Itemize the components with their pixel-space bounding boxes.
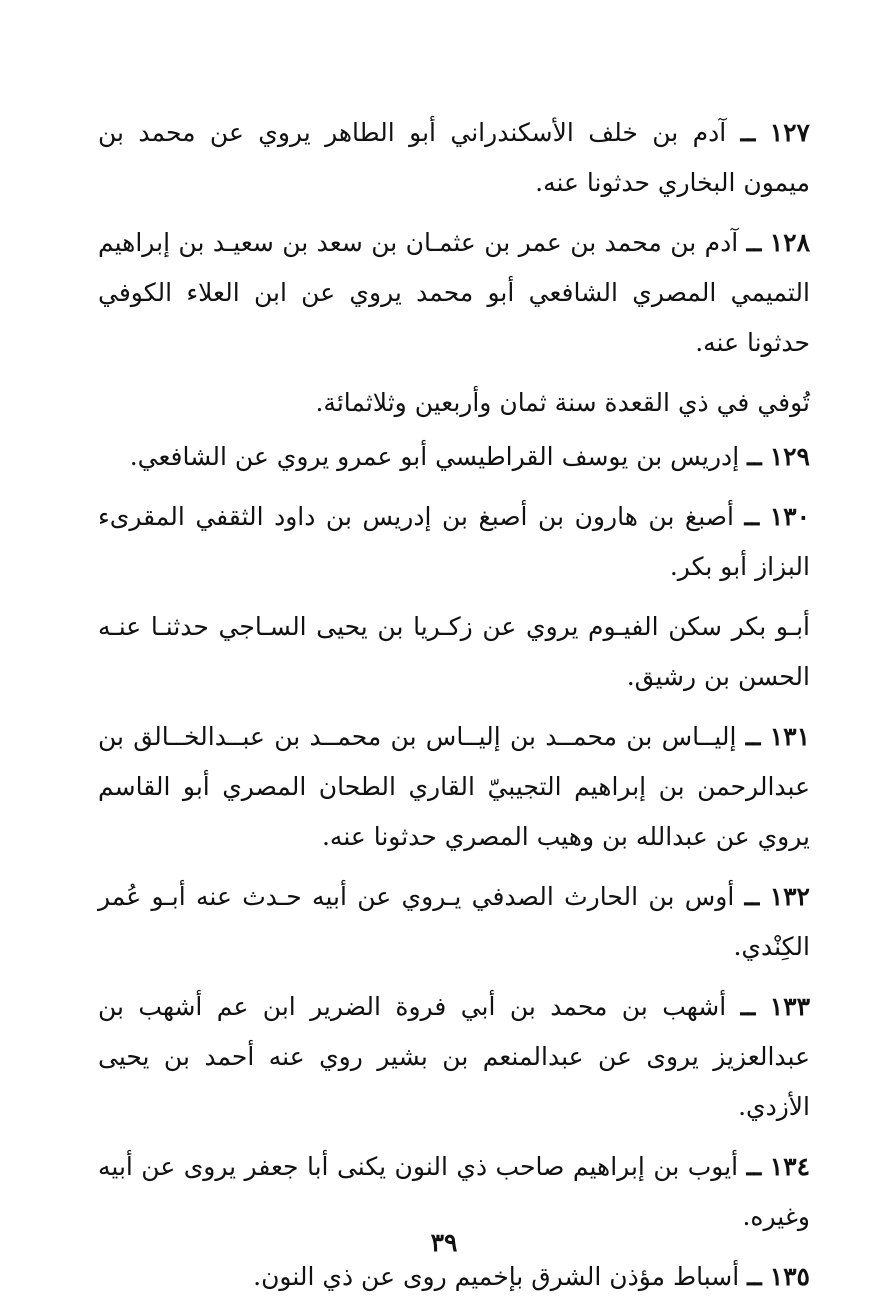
entry-text: أصبغ بن هارون بن أصبغ بن إدريس بن داود الثقفي المقرىء البزاز أبو بكر. <box>98 502 810 581</box>
entry-number: ١٣٣ <box>769 992 811 1021</box>
entry-128 <box>98 218 810 368</box>
entry-text: إليــاس بن محمــد بن إليــاس بن محمــد بن عبــدالخــالق بن عبدالرحمن بن إبراهيم التجيبيّ القاري الطحان المصري أبو القاسم يروي عن عبدالله بن وهيب المصري حدثونا عنه. <box>98 722 810 851</box>
entry-134 <box>98 1142 810 1242</box>
entry-number: ١٣٥ <box>769 1262 810 1291</box>
entry-130-note <box>98 602 810 702</box>
page-number: ٣٩ <box>430 1228 458 1257</box>
entry-number: ١٣١ <box>769 722 811 751</box>
entry-text: إدريس بن يوسف القراطيسي أبو عمرو يروي عن الشافعي. <box>129 442 740 471</box>
entry-text: أشهب بن محمد بن أبي فروة الضرير ابن عم أشهب بن عبدالعزيز يروى عن عبدالمنعم بن بشير روي عنه أحمد بن يحيى الأزدي. <box>98 992 810 1121</box>
entry-text: أيوب بن إبراهيم صاحب ذي النون يكنى أبا جعفر يروى عن أبيه وغيره. <box>98 1152 810 1231</box>
entry-dash: ــ <box>746 1152 762 1181</box>
entry-text: أبـو بكر سكن الفيـوم يروي عن زكـريا بن يحيى السـاجي حدثنـا عنـه الحسن بن رشيق. <box>98 612 810 691</box>
entry-text: آدم بن خلف الأسكندراني أبو الطاهر يروي عن محمد بن ميمون البخاري حدثونا عنه. <box>98 118 810 197</box>
entry-dash: ــ <box>740 118 756 147</box>
entry-127 <box>98 108 810 208</box>
entry-number: ١٢٩ <box>769 442 810 471</box>
entry-135 <box>98 1252 810 1302</box>
entry-text: أوس بن الحارث الصدفي يـروي عن أبيه حـدث عنه أبـو عُمر الكِنْدي. <box>98 882 810 961</box>
entry-132 <box>98 872 810 972</box>
entry-128-note <box>98 378 810 428</box>
entry-dash: ــ <box>746 228 762 257</box>
entry-number: ١٣٠ <box>769 502 811 531</box>
entry-130 <box>98 492 810 592</box>
entry-133 <box>98 982 810 1132</box>
entry-number: ١٢٨ <box>769 228 811 257</box>
entry-dash: ــ <box>740 992 756 1021</box>
entry-131 <box>98 712 810 862</box>
entry-dash: ــ <box>747 442 762 471</box>
entry-number: ١٣٢ <box>769 882 810 911</box>
entry-dash: ــ <box>744 882 760 911</box>
entry-number: ١٣٤ <box>769 1152 811 1181</box>
entry-dash: ــ <box>745 722 761 751</box>
entry-129 <box>98 432 810 482</box>
entry-dash: ــ <box>747 1262 762 1291</box>
page-body <box>98 108 810 1312</box>
entry-text: أسباط مؤذن الشرق بإخميم روى عن ذي النون. <box>253 1262 740 1291</box>
entry-number: ١٢٧ <box>769 118 810 147</box>
entry-text: تُوفي في ذي القعدة سنة ثمان وأربعين وثلاثمائة. <box>315 388 810 417</box>
entry-text: آدم بن محمد بن عمر بن عثمـان بن سعد بن سعيـد بن إبراهيم التميمي المصري الشافعي أبو محمد يروي عن ابن العلاء الكوفي حدثونا عنه. <box>98 228 810 357</box>
entry-dash: ــ <box>744 502 760 531</box>
